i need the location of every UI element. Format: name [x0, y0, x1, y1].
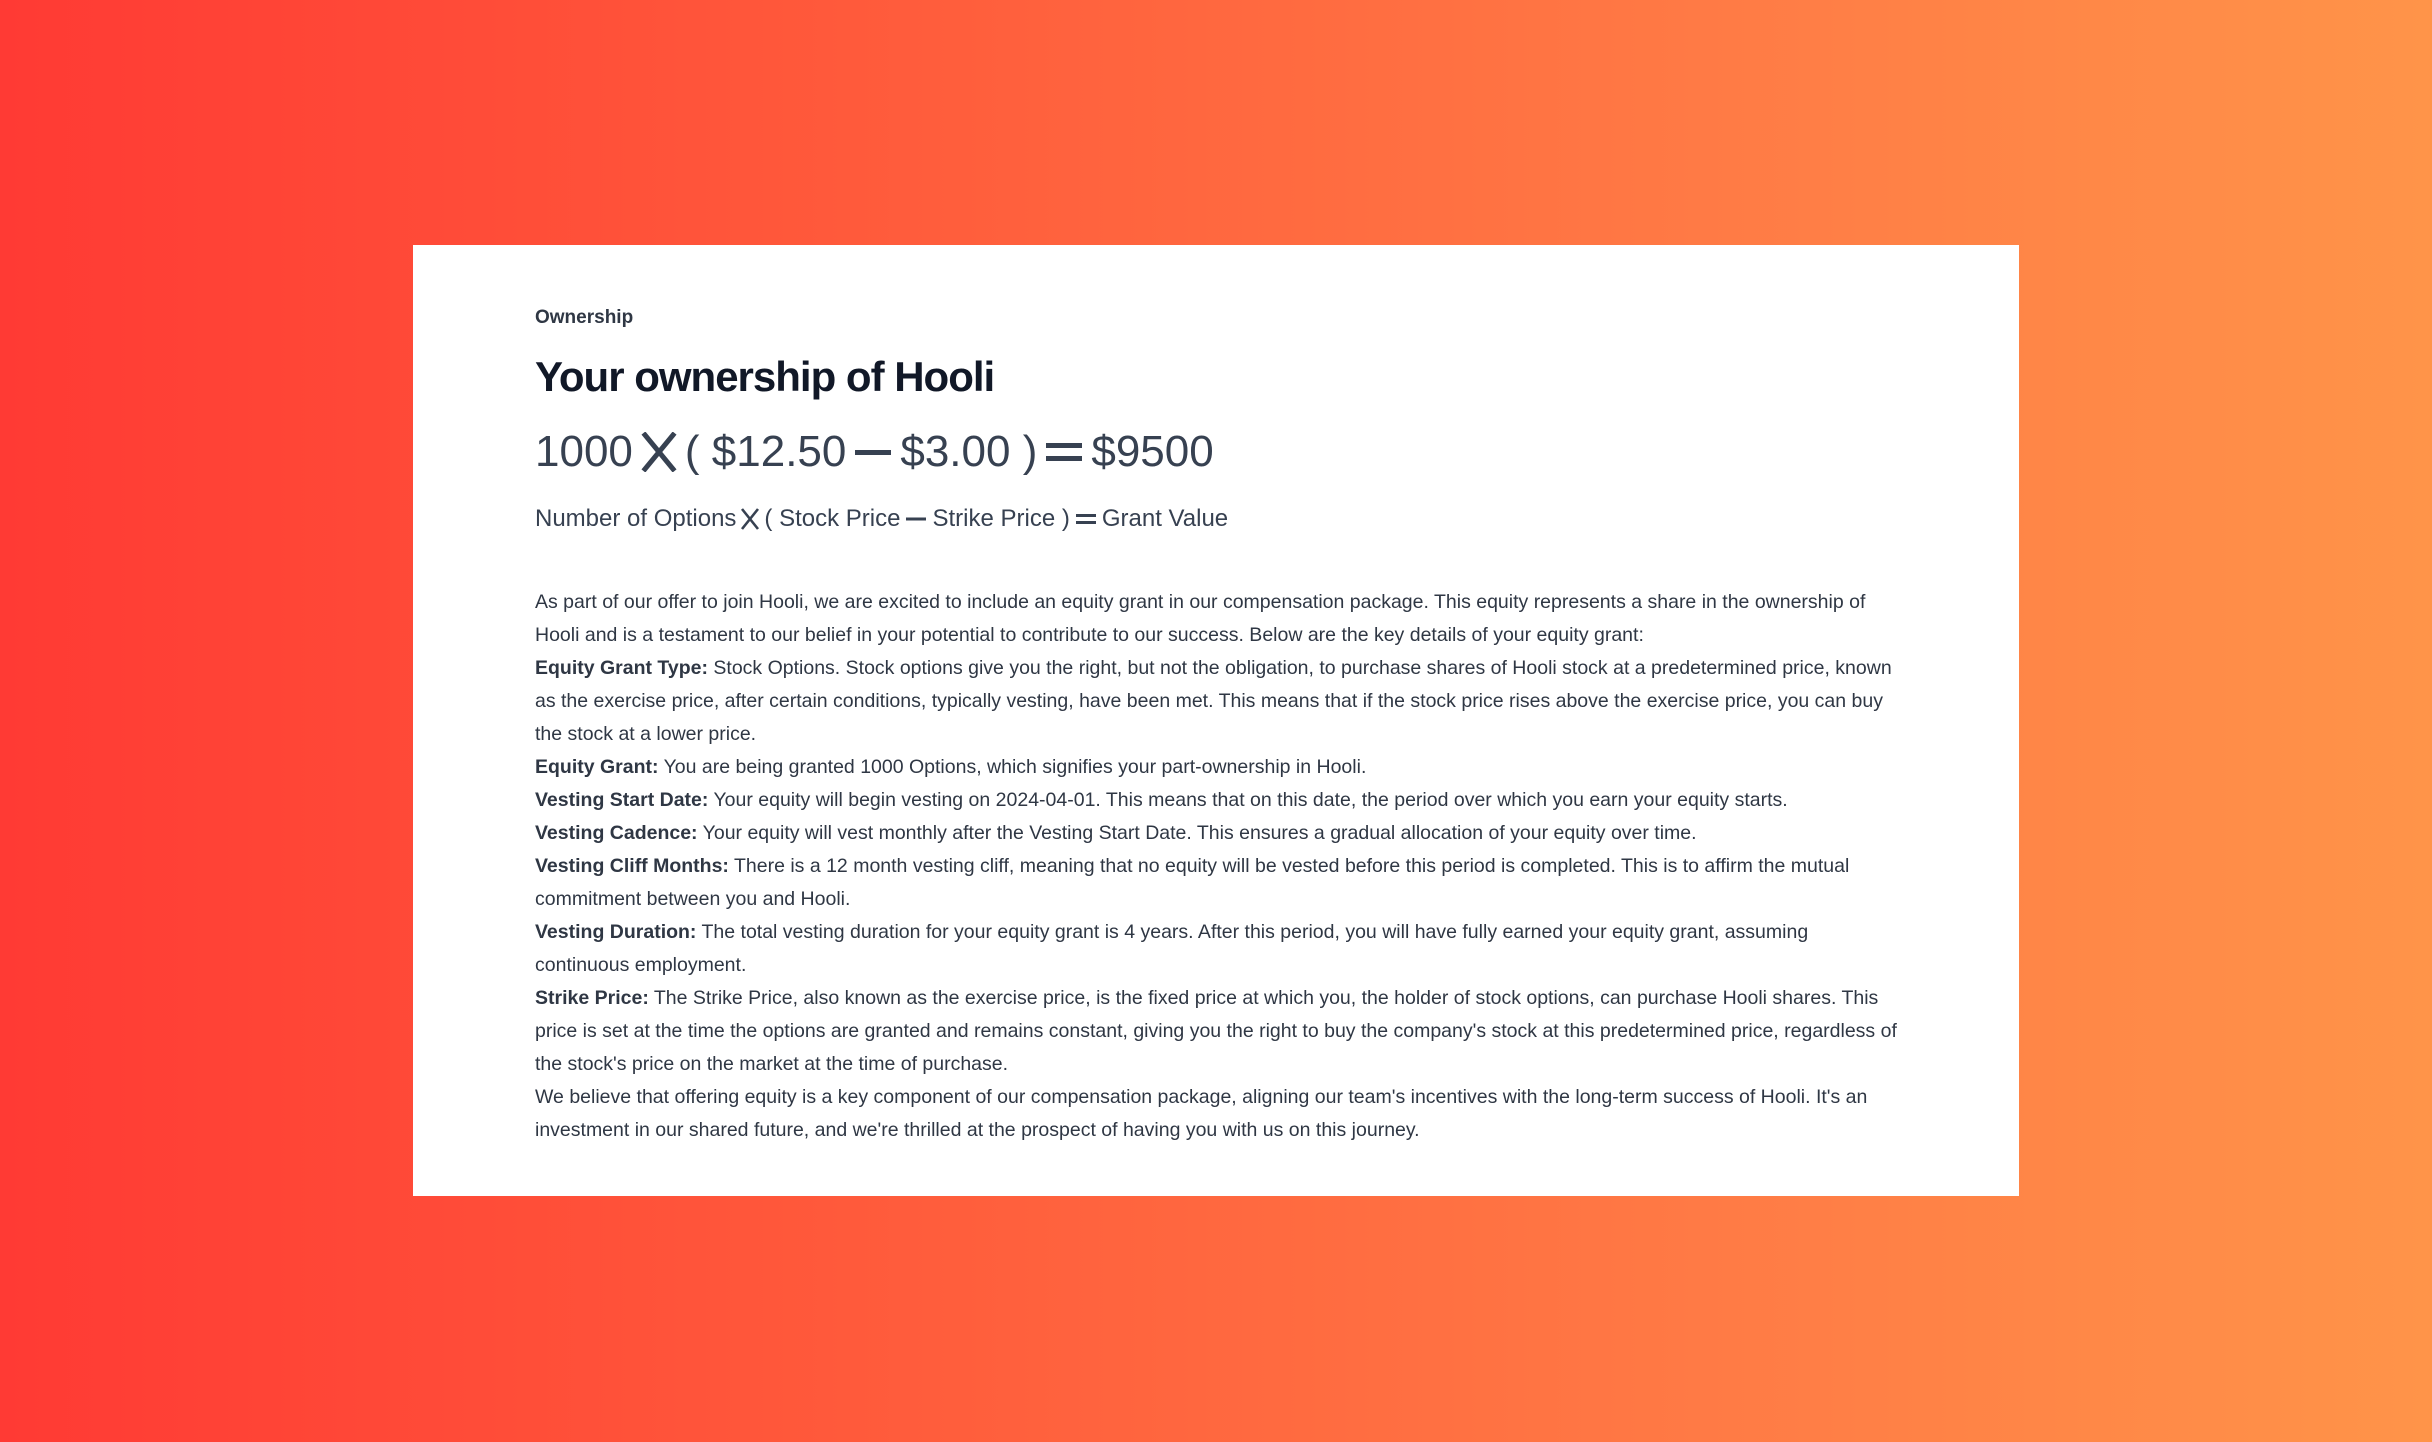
formula-strike-price-value: $3.00 — [900, 427, 1011, 476]
detail-vesting-cadence — [535, 817, 1897, 850]
multiply-icon — [740, 508, 760, 530]
detail-text: Your equity will begin vesting on 2024-04-01. This means that on this date, the period over which you earn your equity starts. — [708, 789, 1788, 811]
detail-text: Stock Options. Stock options give you the right, but not the obligation, to purchase shares of Hooli stock at a predetermined price, known as the exercise price, after certain conditions, typically vesting, have been met. This means that if the stock price rises above the exercise price, you can buy the stock at a lower price. — [535, 657, 1892, 745]
formula-stock-price-value: $12.50 — [711, 427, 847, 476]
detail-label: Vesting Duration: — [535, 921, 697, 943]
detail-vesting-duration — [535, 916, 1897, 982]
label-number-of-options: Number of Options — [535, 505, 737, 532]
equals-icon — [1076, 511, 1096, 527]
multiply-icon — [641, 432, 677, 472]
ownership-card — [413, 245, 2019, 1196]
detail-label: Strike Price: — [535, 987, 649, 1009]
formula-grant-value: $9500 — [1091, 427, 1214, 476]
minus-icon — [906, 516, 926, 522]
equals-icon — [1046, 437, 1082, 467]
detail-strike-price — [535, 982, 1897, 1081]
detail-text: The total vesting duration for your equity grant is 4 years. After this period, you will have fully earned your equity grant, assuming continuous employment. — [535, 921, 1809, 976]
grant-value-formula — [535, 422, 1897, 482]
equity-grant-description — [535, 586, 1897, 1147]
formula-open-paren: ( — [684, 427, 700, 476]
label-strike-price: Strike Price — [932, 505, 1056, 532]
detail-text: You are being granted 1000 Options, which signifies your part-ownership in Hooli. — [658, 756, 1367, 778]
formula-options-value: 1000 — [535, 427, 633, 476]
detail-label: Vesting Cliff Months: — [535, 855, 729, 877]
detail-label: Equity Grant: — [535, 756, 659, 778]
label-close-paren: ) — [1061, 505, 1070, 532]
detail-label: Equity Grant Type: — [535, 657, 708, 679]
grant-value-formula-labels — [535, 502, 1897, 536]
label-open-paren: ( — [764, 505, 773, 532]
detail-label: Vesting Cadence: — [535, 822, 698, 844]
minus-icon — [855, 447, 891, 457]
formula-close-paren: ) — [1022, 427, 1038, 476]
section-eyebrow: Ownership — [535, 307, 634, 328]
detail-label: Vesting Start Date: — [535, 789, 709, 811]
label-stock-price: Stock Price — [779, 505, 901, 532]
detail-equity-grant — [535, 751, 1897, 784]
closing-paragraph: We believe that offering equity is a key component of our compensation package, aligning our team's incentives with the long-term success of Hooli. It's an investment in our shared future, and we're thrilled at the prospect of having you with us on this journey. — [535, 1086, 1868, 1141]
detail-vesting-cliff-months — [535, 850, 1897, 916]
detail-text: The Strike Price, also known as the exercise price, is the fixed price at which you, the holder of stock options, can purchase Hooli shares. This price is set at the time the options are granted and remains constant, giving you the right to buy the company's stock at this predetermined price, regardless of the stock's price on the market at the time of purchase. — [535, 987, 1897, 1075]
page-title: Your ownership of Hooli — [535, 353, 995, 400]
label-grant-value: Grant Value — [1101, 505, 1229, 532]
detail-vesting-start-date — [535, 784, 1897, 817]
detail-text: There is a 12 month vesting cliff, meaning that no equity will be vested before this period is completed. This is to affirm the mutual commitment between you and Hooli. — [535, 855, 1850, 910]
detail-equity-grant-type — [535, 652, 1897, 751]
detail-text: Your equity will vest monthly after the Vesting Start Date. This ensures a gradual allocation of your equity over time. — [697, 822, 1697, 844]
intro-paragraph: As part of our offer to join Hooli, we are excited to include an equity grant in our compensation package. This equity represents a share in the ownership of Hooli and is a testament to our belief in your potential to contribute to our success. Below are the key details of your equity grant: — [535, 591, 1866, 646]
